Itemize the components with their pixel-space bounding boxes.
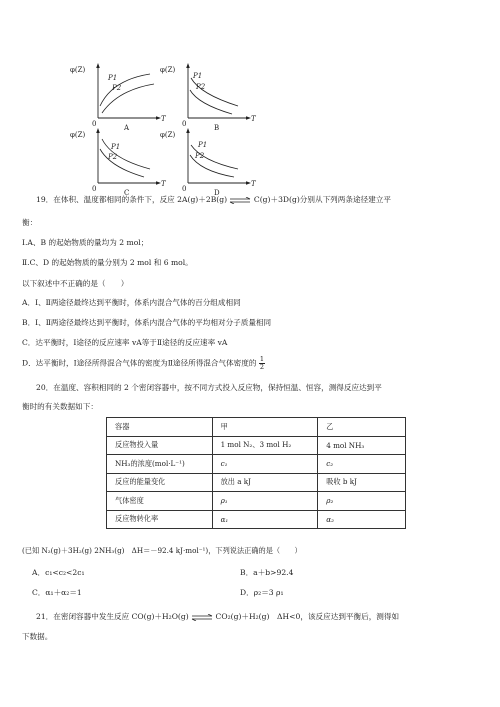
graph-d	[160, 125, 278, 225]
table-cell: 1 mol N₂、3 mol H₂	[212, 436, 318, 455]
q19-option-c: C．达平衡时，Ⅰ途径的反应速率 vA等于Ⅱ途径的反应速率 vA	[22, 338, 228, 347]
origin-label: 0	[182, 120, 187, 128]
p1-label: P1	[111, 143, 121, 151]
fraction-denominator: 2	[259, 363, 265, 371]
x-axis-label: T	[161, 180, 166, 188]
table-cell: 乙	[318, 418, 406, 437]
graph-caption: D	[214, 189, 220, 197]
graph-caption: C	[124, 189, 130, 197]
y-axis-label: φ(Z)	[160, 66, 176, 74]
q19-option-d	[22, 356, 478, 371]
table-cell: c₁	[212, 455, 318, 474]
y-axis-label: φ(Z)	[70, 131, 86, 139]
q20-line-1: 20．在温度、容积相同的 2 个密闭容器中，按不同方式投入反应物，保持恒温、恒容，测得反应达到平	[36, 383, 382, 392]
q21-line-1	[22, 611, 478, 622]
q19-route-1: Ⅰ.A、B 的起始物质的量均为 2 mol；	[22, 238, 149, 247]
q21-pre: 21．在密闭容器中发生反应 CO(g)＋H₂O(g)	[36, 612, 192, 621]
q19-pre: 19．在体积、温度都相同的条件下，反应 2A(g)＋2B(g)	[36, 195, 230, 204]
table-cell: 甲	[212, 418, 318, 437]
table-cell: α₂	[318, 510, 406, 529]
table-cell: c₂	[318, 455, 406, 474]
q20-data-table	[106, 417, 406, 529]
table-cell: ρ₂	[318, 492, 406, 511]
equilibrium-arrow-icon	[191, 614, 213, 621]
q20-line-2: 衡时的有关数据如下：	[22, 402, 98, 411]
q20-option-c: C．α₁＋α₂＝1	[32, 588, 82, 597]
equilibrium-arrow-icon	[229, 197, 251, 204]
x-axis-label: T	[251, 115, 256, 123]
table-row	[107, 492, 406, 511]
graph-caption: B	[214, 124, 220, 132]
q19-post: C(g)＋3D(g)分别从下列两条途径建立平	[251, 195, 391, 204]
q19-option-a: A．Ⅰ、Ⅱ两途径最终达到平衡时，体系内混合气体的百分组成相同	[22, 298, 241, 307]
y-axis-label: φ(Z)	[160, 131, 176, 139]
x-axis-label: T	[161, 115, 166, 123]
q19-line-1	[22, 194, 478, 205]
table-row	[107, 455, 406, 474]
q19-continuation: 衡：	[22, 218, 38, 227]
x-axis-label: T	[251, 180, 256, 188]
p2-label: P2	[112, 84, 122, 92]
table-cell: 容器	[107, 418, 213, 437]
graph-d-plot	[168, 125, 278, 225]
table-cell: ρ₁	[212, 492, 318, 511]
table-row	[107, 436, 406, 455]
origin-label: 0	[92, 120, 97, 128]
table-cell: 气体密度	[107, 492, 213, 511]
q19-option-b: B．Ⅰ、Ⅱ两途径最终达到平衡时，体系内混合气体的平均相对分子质量相同	[22, 318, 272, 327]
p2-label: P2	[195, 152, 205, 160]
q19-stem: 以下叙述中不正确的是（ ）	[22, 279, 129, 288]
table-row	[107, 510, 406, 529]
table-cell: 吸收 b kJ	[318, 473, 406, 492]
curve-p2	[100, 149, 144, 177]
q21-continuation: 下数据。	[22, 632, 53, 641]
table-row	[107, 473, 406, 492]
q19-route-2: Ⅱ.C、D 的起始物质的量分别为 2 mol 和 6 mol。	[22, 258, 193, 267]
origin-label: 0	[92, 185, 97, 193]
fraction-numerator: 1	[259, 355, 265, 363]
graph-panel	[0, 0, 500, 200]
q21-post: CO₂(g)＋H₂(g) ΔH<0，该反应达到平衡后，测得如	[213, 612, 400, 621]
table-cell: 反应物转化率	[107, 510, 213, 529]
q20-option-b: B．a＋b>92.4	[240, 568, 294, 577]
q20-option-d: D．ρ₂＝3 ρ₁	[240, 588, 284, 597]
origin-label: 0	[182, 185, 187, 193]
y-axis-label: φ(Z)	[70, 66, 86, 74]
p1-label: P1	[193, 72, 203, 80]
fraction-one-half	[259, 356, 265, 371]
table-cell: 反应物投入量	[107, 436, 213, 455]
p1-label: P1	[198, 141, 208, 149]
curve-p2	[102, 84, 154, 113]
p2-label: P2	[108, 153, 118, 161]
table-cell: NH₃的浓度(mol·L⁻¹)	[107, 455, 213, 474]
p2-label: P2	[196, 83, 206, 91]
p1-label: P1	[108, 74, 118, 82]
table-cell: 放出 a kJ	[212, 473, 318, 492]
table-row	[107, 418, 406, 437]
q19-option-d-text: D．达平衡时，Ⅰ途径所得混合气体的密度为Ⅱ途径所得混合气体密度的	[22, 358, 257, 368]
table-cell: α₁	[212, 510, 318, 529]
table-cell: 反应的能量变化	[107, 473, 213, 492]
table-cell: 4 mol NH₃	[318, 436, 406, 455]
q20-note: (已知 N₂(g)＋3H₂(g) 2NH₃(g) ΔH＝－92.4 kJ·mol⁻¹)，下列说法正确的是（ ）	[22, 546, 302, 555]
graph-caption: A	[124, 124, 130, 132]
q20-option-a: A．c₁<c₂<2c₁	[32, 568, 85, 577]
